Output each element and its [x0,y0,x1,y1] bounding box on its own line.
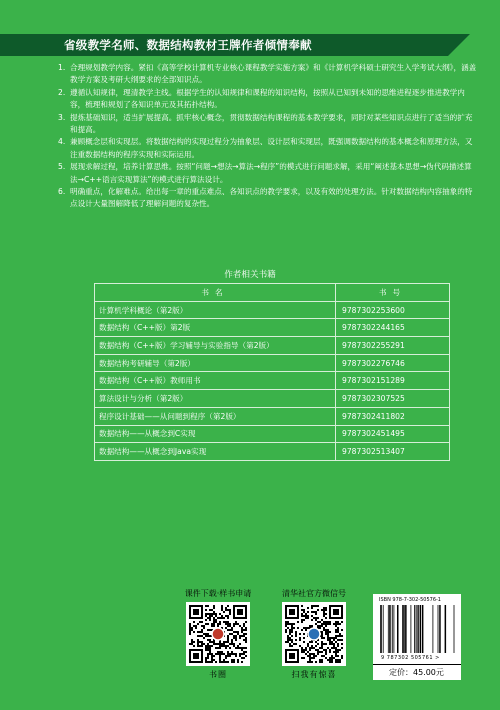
book-isbn: 9787302276746 [336,354,450,372]
item-number: 6. [58,187,66,197]
item-text: 明确重点，化解难点。给出每一章的重点难点、各知识点的教学要求，以及有效的处理方法。针对数据结构内容抽象的特点设计大量图解降低了理解问题的复杂性。 [70,187,473,209]
book-isbn: 9787302151289 [336,372,450,390]
isbn-text: ISBN 978-7-302-50576-1 [379,597,441,603]
table-row [95,372,450,390]
table-row [95,425,450,443]
book-title: 数据结构——从概念到Java实现 [95,443,336,461]
list-item [58,87,478,112]
banner [0,34,500,56]
banner-title: 省级教学名师、数据结构教材王牌作者倾情奉献 [64,38,312,52]
qr-code-icon [285,605,343,663]
item-text: 提炼基础知识，适当扩展提高。抓牢核心概念，贯彻数据结构课程的基本教学要求，同时对某些知识点进行了适当的扩充和提高。 [70,112,473,135]
qr-block-wechat [274,588,354,680]
qr-code-wechat[interactable] [282,602,346,666]
related-books-title: 作者相关书籍 [224,270,276,280]
book-isbn: 9787302244165 [336,319,450,337]
table-row [95,390,450,408]
qr-block-courseware [178,588,258,680]
item-number: 3. [58,112,66,122]
table-row [95,337,450,355]
list-item [58,136,478,161]
related-books-table [94,283,450,461]
qr-caption: 课件下载·样书申请 [184,589,252,598]
price-text: 定价：45.00元 [389,668,444,677]
list-item [58,186,478,211]
qr-code-icon [189,605,247,663]
book-isbn: 9787302253600 [336,301,450,319]
item-number: 5. [58,162,66,172]
list-item [58,161,478,186]
price-row [373,664,461,679]
table-row [95,354,450,372]
table-row [95,301,450,319]
column-header-isbn: 书号 [336,284,450,302]
item-text: 兼顾概念层和实现层。将数据结构的实现过程分为抽象层、设计层和实现层，既强调数据结构的基本概念和原理方法，又注重数据结构的程序实现和实际运用。 [70,137,473,159]
book-title: 数据结构（C++版）学习辅导与实验指导（第2版） [95,337,336,355]
book-title: 算法设计与分析（第2版） [95,390,336,408]
qr-foot: 扫我有惊喜 [291,670,337,679]
book-isbn: 9787302513407 [336,443,450,461]
book-title: 数据结构（C++版）教师用书 [95,372,336,390]
column-header-title: 书名 [95,284,336,302]
book-title: 程序设计基础——从问题到程序（第2版） [95,407,336,425]
item-text: 展现求解过程，培养计算思维。按照“问题→想法→算法→程序”的模式进行问题求解，采用“阐述基本思想→伪代码描述算法→C++语言实现算法”的模式进行算法设计。 [70,162,472,184]
item-number: 2. [58,87,66,97]
book-isbn: 9787302255291 [336,337,450,355]
book-isbn: 9787302451495 [336,425,450,443]
book-title: 数据结构——从概念到C实现 [95,425,336,443]
book-title: 计算机学科概论（第2版） [95,301,336,319]
qr-caption: 清华社官方微信号 [282,589,346,598]
book-isbn: 9787302411802 [336,407,450,425]
barcode-digits: 9 787302 505761 > [381,655,440,661]
table-row [95,443,450,461]
table-row [95,407,450,425]
book-isbn: 9787302307525 [336,390,450,408]
item-text: 遵循认知规律，理清教学主线。根据学生的认知规律和课程的知识结构，按照从已知到未知的思维进程逐步推进教学内容，梳理和规划了各知识单元及其拓扑结构。 [70,87,465,110]
book-title: 数据结构考研辅导（第2版） [95,354,336,372]
banner-arrow [448,34,470,56]
item-number: 4. [58,137,66,147]
feature-list [58,62,478,211]
item-text: 合理规划教学内容。紧扣《高等学校计算机专业核心课程教学实施方案》和《计算机学科硕士研究生入学考试大纲》，涵盖教学方案及考研大纲要求的全部知识点。 [70,63,477,85]
book-title: 数据结构（C++版）第2版 [95,319,336,337]
qr-foot: 书圈 [209,670,227,679]
item-number: 1. [58,63,66,72]
barcode-icon [378,605,456,655]
list-item [58,62,478,87]
table-header-row [95,284,450,302]
qr-code-courseware[interactable] [186,602,250,666]
list-item [58,112,478,137]
table-row [95,319,450,337]
isbn-barcode [373,594,461,680]
